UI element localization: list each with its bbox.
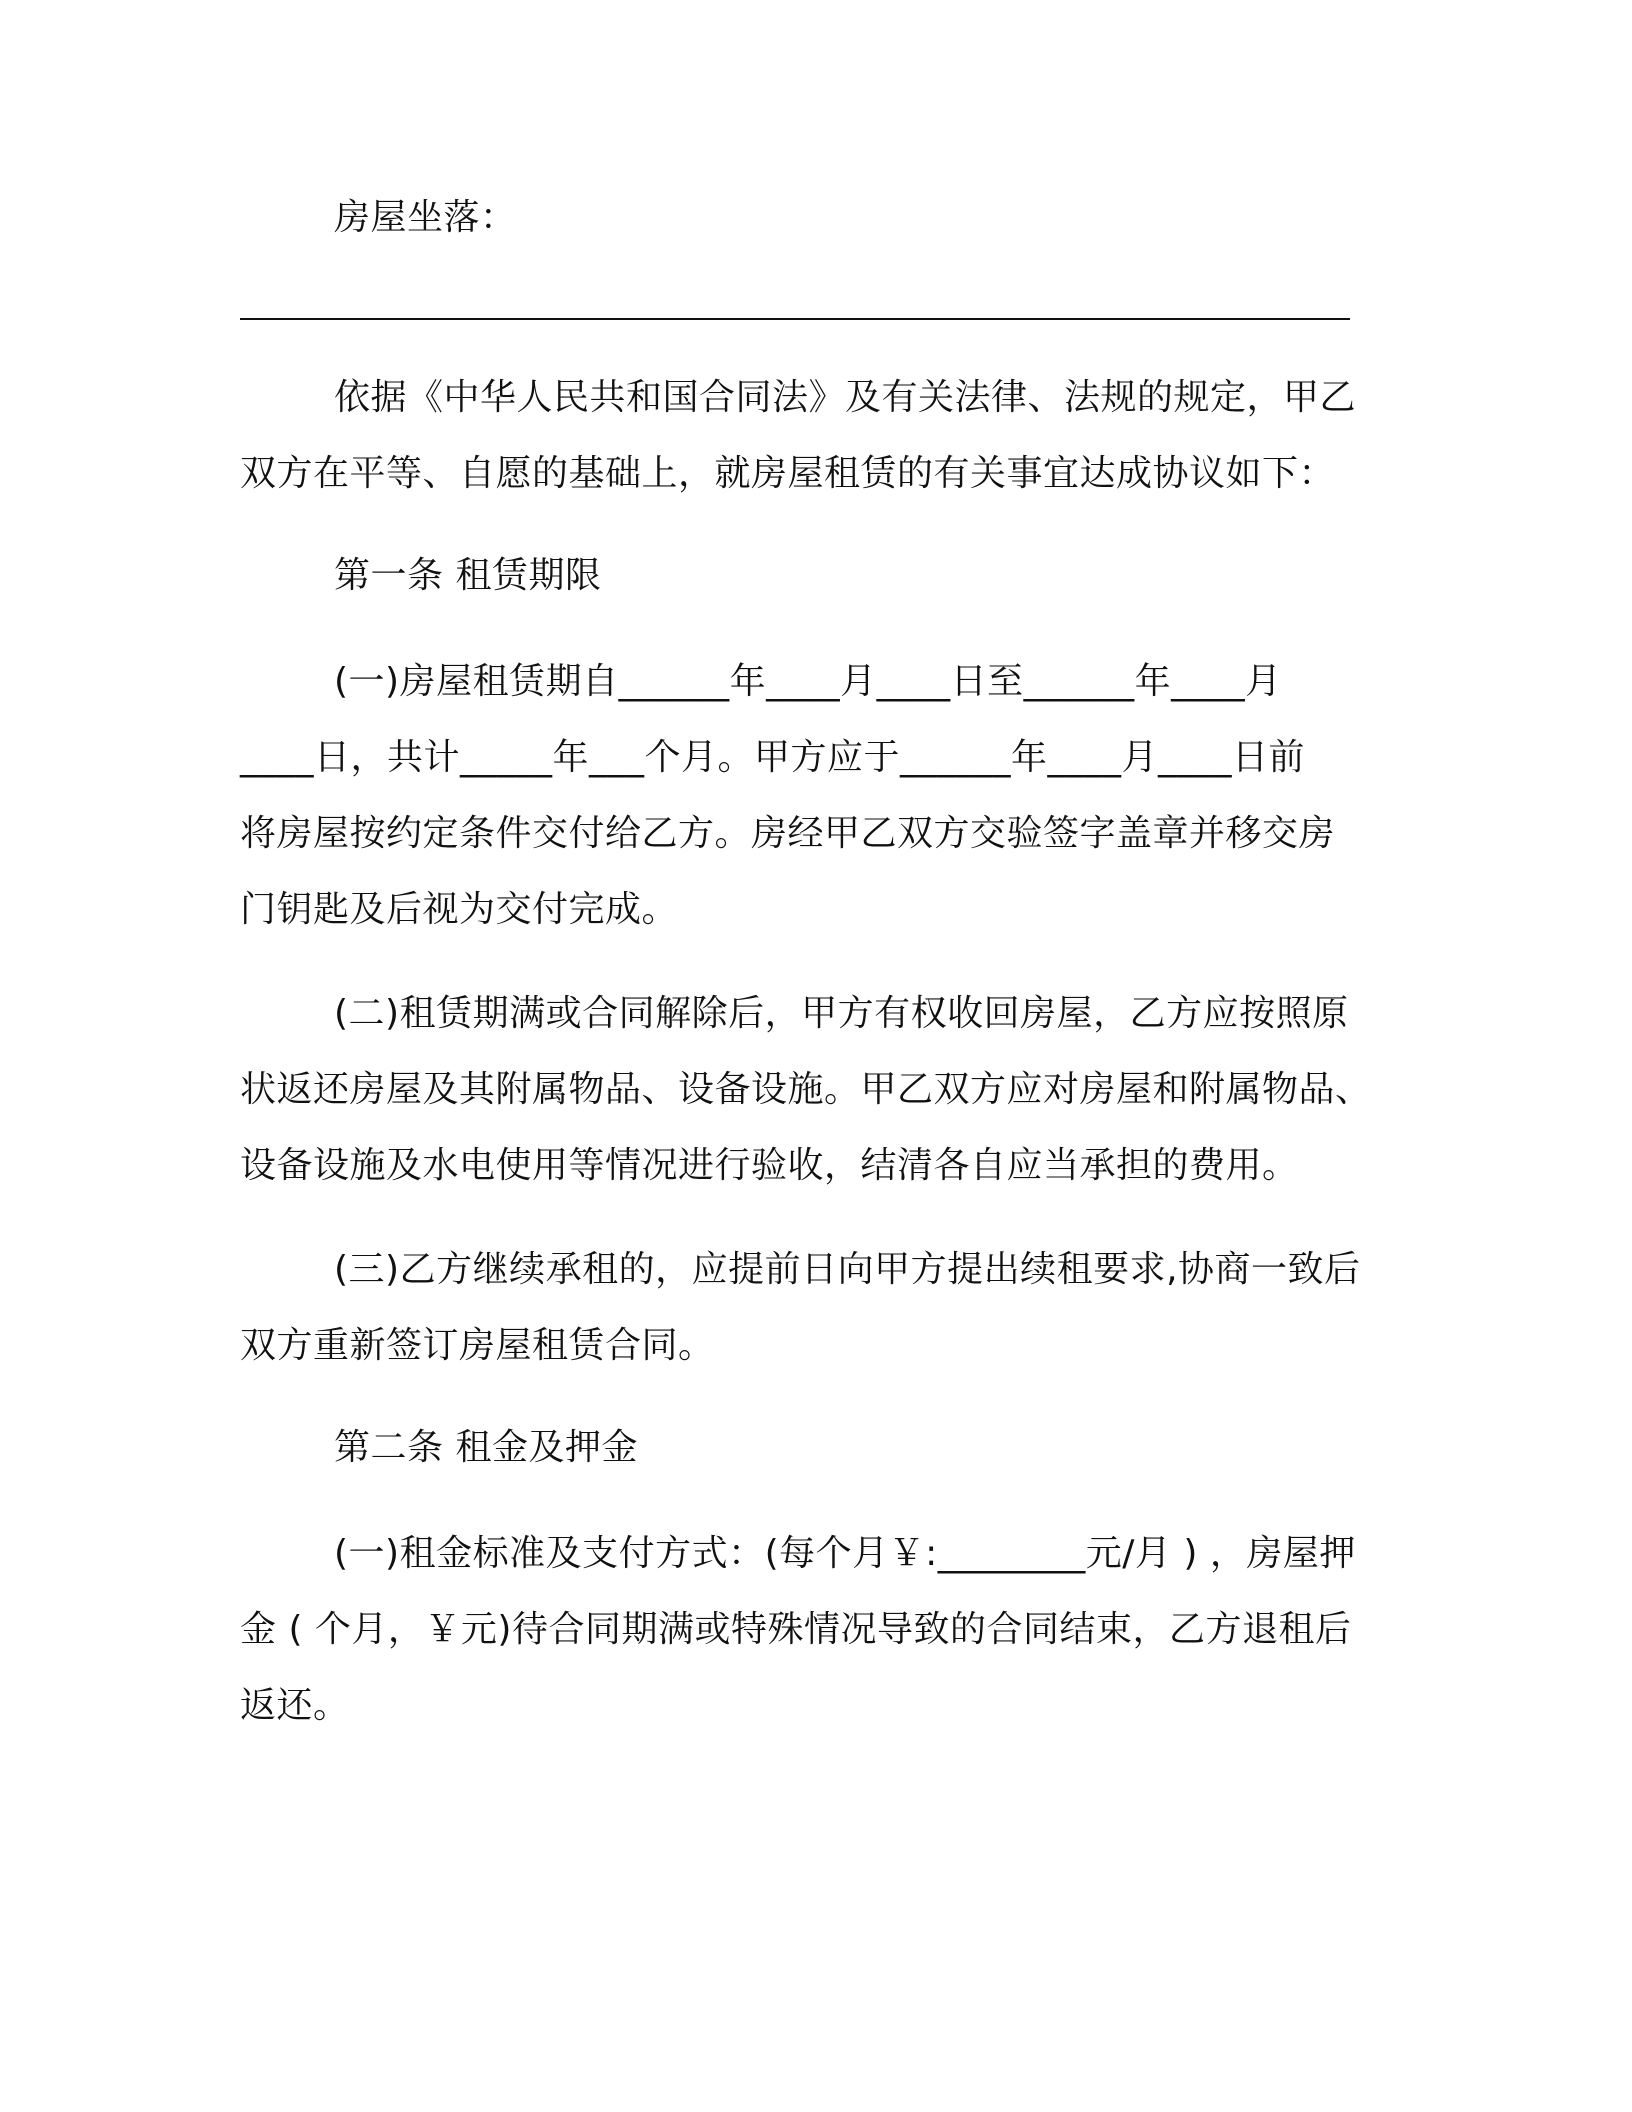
article1-clause1-line-2: ____日，共计_____年___个月。甲方应于______年____月____日前 — [240, 737, 1306, 778]
article2-clause1-line-3: 返还。 — [240, 1685, 350, 1726]
article1-heading: 第一条 租赁期限 — [334, 555, 602, 596]
article1-clause3-line-1: (三)乙方继续承租的，应提前日向甲方提出续租要求,协商一致后 — [334, 1249, 1361, 1290]
location-label: 房屋坐落： — [334, 197, 517, 238]
article1-clause2-line-3: 设备设施及水电使用等情况进行验收，结清各自应当承担的费用。 — [240, 1145, 1299, 1186]
intro-line-2: 双方在平等、自愿的基础上，就房屋租赁的有关事宜达成协议如下： — [240, 453, 1336, 494]
article2-heading: 第二条 租金及押金 — [334, 1427, 638, 1468]
article1-clause2-line-1: (二)租赁期满或合同解除后，甲方有权收回房屋，乙方应按照原 — [334, 993, 1349, 1034]
article1-clause3-line-2: 双方重新签订房屋租赁合同。 — [240, 1325, 715, 1366]
article1-clause1-line-1: (一)房屋租赁期自______年____月____日至______年____月 — [334, 661, 1282, 702]
article1-clause1-line-3: 将房屋按约定条件交付给乙方。房经甲乙双方交验签字盖章并移交房 — [240, 813, 1336, 854]
intro-line-1: 依据《中华人民共和国合同法》及有关法律、法规的规定，甲乙 — [334, 377, 1357, 418]
article1-clause2-line-2: 状返还房屋及其附属物品、设备设施。甲乙双方应对房屋和附属物品、 — [240, 1069, 1372, 1110]
article1-clause1-line-4: 门钥匙及后视为交付完成。 — [240, 889, 679, 930]
location-blank-line — [240, 318, 1350, 320]
article2-clause1-line-1: (一)租金标准及支付方式：(每个月￥:________元/月 ) ，房屋押 — [334, 1533, 1356, 1574]
article2-clause1-line-2: 金 ( 个月，￥元)待合同期满或特殊情况导致的合同结束，乙方退租后 — [240, 1609, 1352, 1650]
